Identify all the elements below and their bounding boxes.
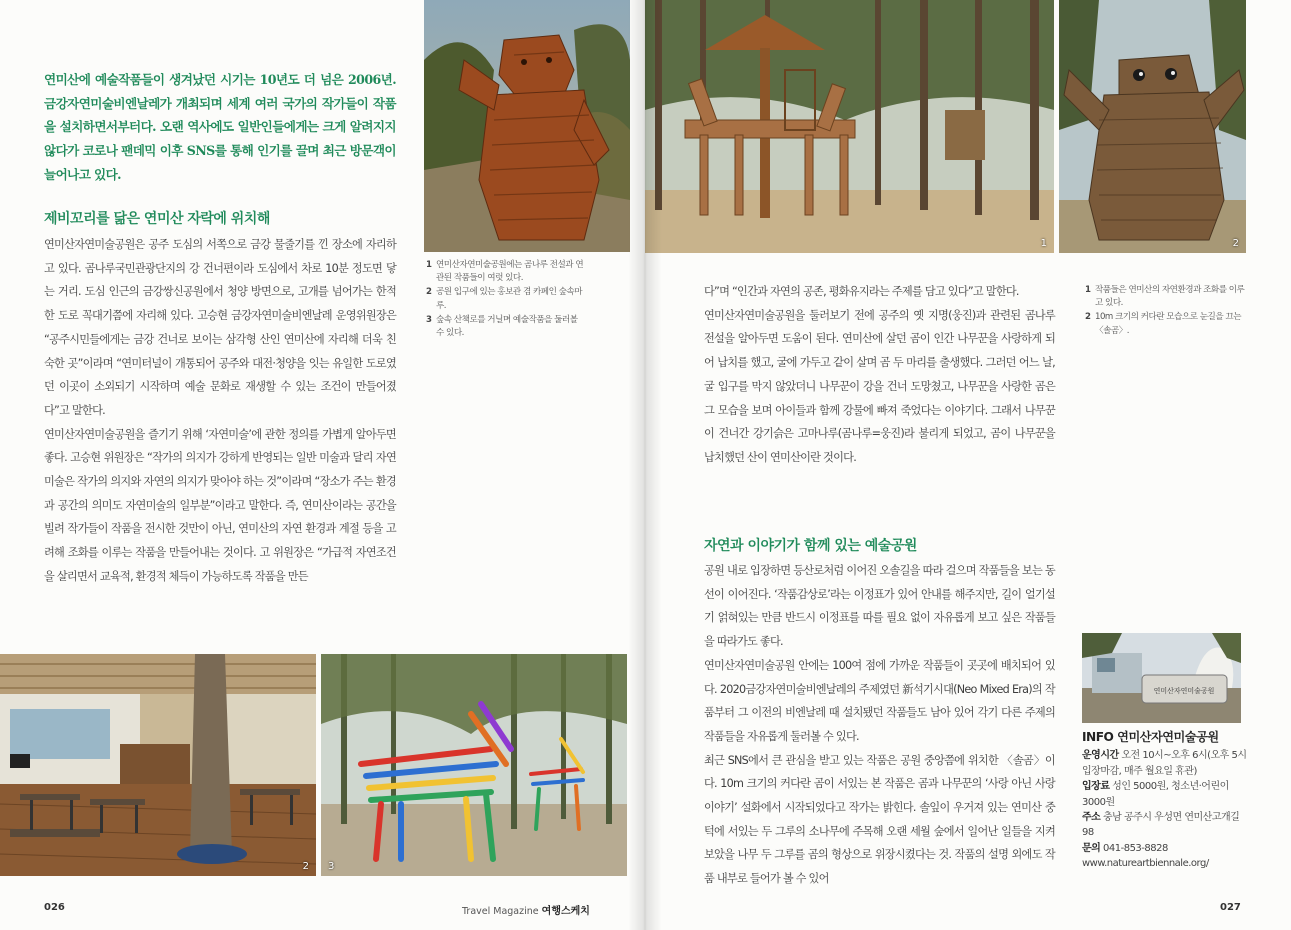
photo-captions-right: [1085, 284, 1245, 339]
magazine-name: Travel Magazine 여행스케치: [462, 906, 590, 917]
caption-item: 1 연미산자연미술공원에는 곰나루 전설과 연관된 작품들이 여럿 있다.: [426, 260, 584, 284]
caption-item: 1 작품들은 연미산의 자연환경과 조화를 이루고 있다.: [1085, 285, 1245, 309]
caption-item: 2 10m 크기의 커다란 모습으로 눈길을 끄는 〈솔곰〉.: [1085, 312, 1241, 336]
photo-wooden-horses-forest: [645, 0, 1054, 253]
page-gutter-shadow: [628, 0, 662, 930]
photo-number: 3: [328, 861, 335, 872]
section-heading: 제비꼬리를 닮은 연미산 자락에 위치해: [44, 211, 270, 227]
photo-pine-bear-solgom: [1059, 0, 1246, 253]
body-text-left: [44, 233, 396, 589]
paragraph: 최근 SNS에서 큰 관심을 받고 있는 작품은 공원 중앙쯤에 위치한 〈솔곰〉이다. 10m 크기의 커다란 곰이 서있는 본 작품은 곰과 나무꾼의 ‘사랑 아닌 사랑이야기’ 설화에서 시작되었다고 작가는 밝힌다. 솔잎이 우거져 있는 연미산 중턱에 서있는 두 그루의 소나무에 주목해 오랜 세월 숲에서 일어난 일들을 지켜보았을 나무 두 그루를 곰의 형상으로 위장시켰다는 것. 작품의 설명 외에도 작품 내부로 들어가 볼 수 있어: [704, 753, 1055, 886]
info-box: [1082, 730, 1252, 872]
sign-text: 연미산자연미술공원: [1153, 687, 1215, 695]
photo-number: 2: [1232, 238, 1239, 249]
paragraph: 연미산자연미술공원을 둘러보기 전에 공주의 옛 지명(웅진)과 관련된 곰나루 전설을 알아두면 도움이 된다. 연미산에 살던 곰이 인간 나무꾼을 사랑하게 되어 납치를 했고, 굴에 가두고 같이 살며 곰 두 마리를 출생했다. 그러던 어느 날, 굴 입구를 막지 않았더니 나무꾼이 강을 건너 도망쳤고, 나무꾼을 사랑한 곰은 그 모습을 보며 아이들과 함께 강물에 빠져 죽었다는 이야기다. 그래서 나무꾼이 건너간 강기슭은 고마나루(곰나루=웅진)라 불리게 되었고, 곰이 나무꾼을 납치했던 산이 연미산이란 것이다.: [704, 308, 1055, 464]
caption-item: 2 공원 입구에 있는 홍보관 겸 카페인 숲속마루.: [426, 287, 583, 311]
info-url[interactable]: www.natureartbiennale.org/: [1082, 858, 1209, 870]
info-title: INFO 연미산자연미술공원: [1082, 730, 1219, 744]
lead-paragraph: 연미산에 예술작품들이 생겨났던 시기는 10년도 더 넘은 2006년. 금강자연미술비엔날레가 개최되며 세계 여러 국가의 작가들이 작품을 설치하면서부터다. 오랜 역사에도 일반인들에게는 크게 알려지지 않다가 코로나 팬데믹 이후 SNS를 통해 인기를 끌며 최근 방문객이 늘어나고 있다.: [44, 72, 396, 182]
photo-number: 1: [1040, 238, 1047, 249]
photo-park-entrance-sign: [1082, 633, 1241, 723]
paragraph: 연미산자연미술공원을 즐기기 위해 ‘자연미술’에 관한 정의를 가볍게 알아두면 좋다. 고승현 위원장은 “작가의 의지가 강하게 반영되는 일반 미술과 달리 자연미술은 작가의 의지와 자연의 의지가 맞아야 하는 것”이라며 “장소가 주는 환경과 공간의 의미도 자연미술의 일부분”이라고 말한다. 즉, 연미산이라는 공간을 빌려 작가들이 작품을 전시한 것만이 아닌, 연미산의 자연 환경과 계절 등을 고려해 조화를 이루는 작품을 만들어내는 것이다. 고 위원장은 “가급적 자연조건을 살리면서 교육적, 환경적 체득이 가능하도록 작품을 만든: [44, 427, 396, 583]
photo-colorful-horse: [321, 654, 627, 876]
paragraph: 다”며 “인간과 자연의 공존, 평화유지라는 주제를 담고 있다”고 말한다.: [704, 285, 1019, 298]
photo-cafe-interior: [0, 654, 316, 876]
info-row-contact: 문의 041-853-8828: [1082, 842, 1168, 854]
paragraph: 공원 내로 입장하면 등산로처럼 이어진 오솔길을 따라 걸으며 작품들을 보는 동선이 이어진다. ‘작품감상로’라는 이정표가 있어 안내를 해주지만, 길이 얼기설기 얽혀있는 만큼 반드시 이정표를 따를 필요 없이 자유롭게 보고 싶은 작품들을 따라가도 좋다.: [704, 564, 1055, 649]
caption-item: 3 숲속 산책로를 거닐며 예술작품을 둘러볼 수 있다.: [426, 314, 578, 339]
paragraph: 연미산자연미술공원 안에는 100여 점에 가까운 작품들이 곳곳에 배치되어 있다. 2020금강자연미술비엔날레의 주제였던 新석기시대(Neo Mixed Era)의 작품부터 그 이전의 비엔날레 때 설치됐던 작품들도 남아 있어 각기 다른 주제의 작품들을 자유롭게 둘러볼 수 있다.: [704, 658, 1055, 743]
body-text-right-bottom: [704, 559, 1055, 891]
page-number-left: 026: [44, 902, 65, 913]
body-text-right-top: [704, 280, 1055, 470]
info-row-address: 주소 충남 공주시 우성면 연미산고개길 98: [1082, 812, 1240, 839]
photo-bear-sculpture: [424, 0, 630, 252]
info-row-hours: 운영시간 오전 10시~오후 6시(오후 5시 입장마감, 매주 월요일 휴관): [1082, 750, 1247, 777]
photo-number: 2: [302, 861, 309, 872]
page-number-right: 027: [1220, 902, 1241, 913]
info-row-fee: 입장료 성인 5000원, 청소년·어린이 3000원: [1082, 781, 1229, 808]
photo-captions-left: [426, 259, 586, 341]
paragraph: 연미산자연미술공원은 공주 도심의 서쪽으로 금강 물줄기를 낀 장소에 자리하고 있다. 곰나루국민관광단지의 강 건너편이라 도심에서 차로 10분 정도면 닿는 거리. 도심 인근의 금강쌍신공원에서 청양 방면으로, 고개를 넘어가는 한적한 도로 꼭대기쯤에 자리해 있다. 고승현 금강자연미술비엔날레 운영위원장은 “공주시민들에게는 금강 건너로 보이는 삼각형 산인 연미산에 자리해 더욱 친숙한 곳”이라며 “연미터널이 개통되어 공주와 대전·청양을 잇는 유일한 도로였던 이곳이 소외되기 시작하며 예술 문화로 재생할 수 있는 조건이 만들어졌다”고 말한다.: [44, 238, 396, 417]
section-heading: 자연과 이야기가 함께 있는 예술공원: [704, 538, 917, 554]
